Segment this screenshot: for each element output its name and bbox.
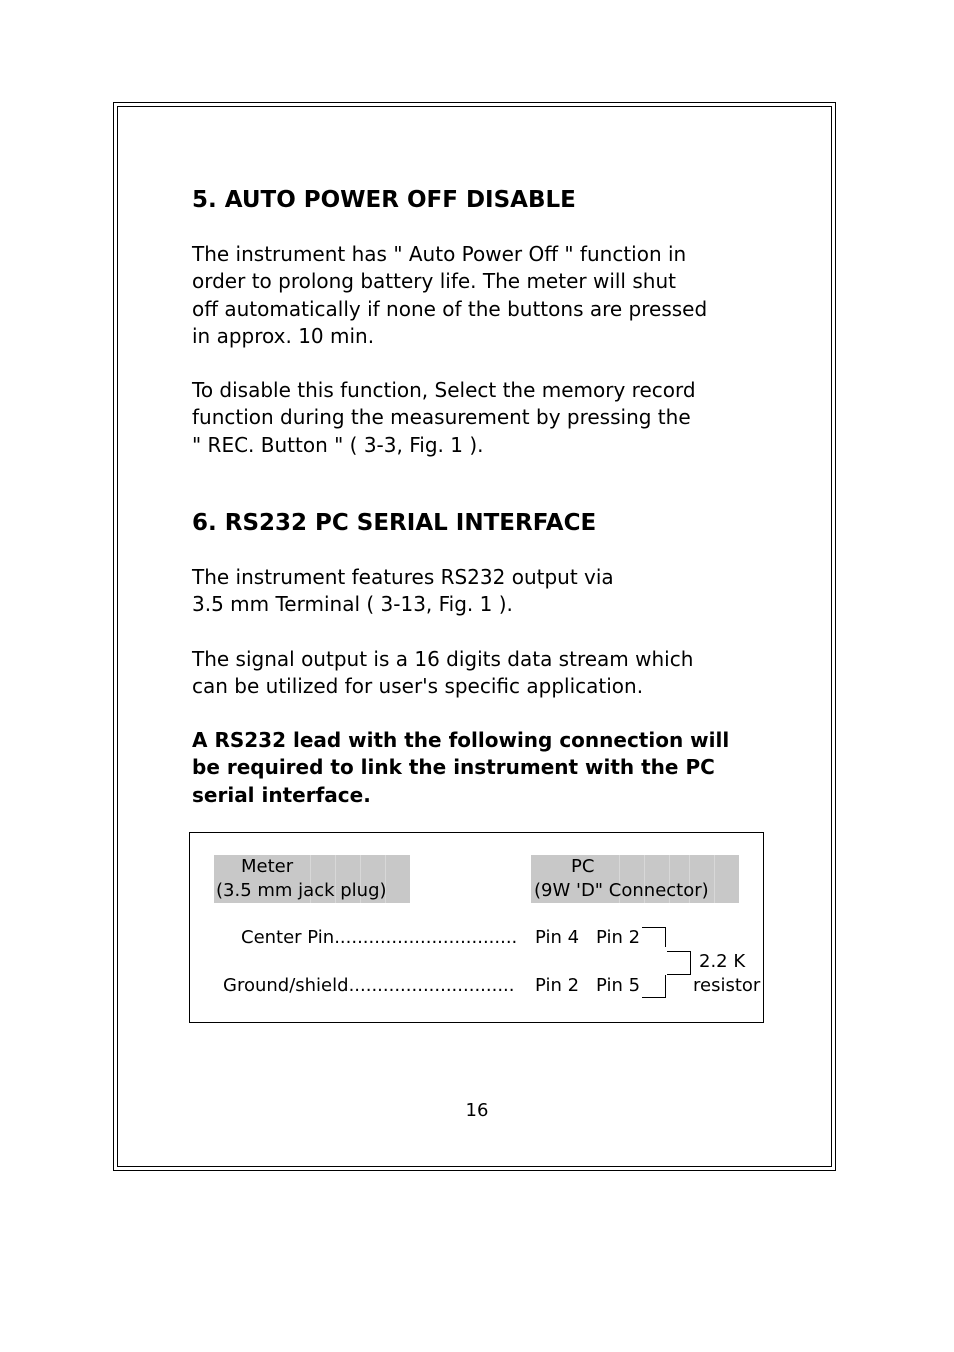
section-6-paragraph-3-bold bbox=[192, 727, 729, 809]
pc-pin-5: Pin 5 bbox=[596, 975, 641, 996]
text-line: function during the measurement by pressing the bbox=[192, 405, 691, 430]
resistor-top bbox=[667, 951, 691, 952]
meter-subtitle: (3.5 mm jack plug) bbox=[216, 880, 387, 901]
center-pin-text: Center Pin bbox=[241, 927, 335, 948]
pc-subtitle: (9W 'D" Connector) bbox=[534, 880, 709, 901]
text-line: can be utilized for user's specific application. bbox=[192, 674, 644, 699]
resistor-bottom bbox=[667, 974, 691, 975]
connection-diagram bbox=[189, 832, 764, 1023]
center-pin-label bbox=[241, 927, 517, 949]
pc-title: PC bbox=[571, 856, 595, 877]
text-line: To disable this function, Select the memory record bbox=[192, 378, 696, 402]
meter-title: Meter bbox=[241, 856, 294, 877]
leader-dots: ................................ bbox=[334, 927, 518, 948]
wire-bottom bbox=[642, 997, 666, 998]
text-line: A RS232 lead with the following connection will bbox=[192, 728, 730, 752]
text-line: be required to link the instrument with the PC bbox=[192, 755, 715, 780]
section-5-paragraph-1 bbox=[192, 241, 707, 351]
ground-shield-label bbox=[223, 975, 515, 997]
text-line: The signal output is a 16 digits data stream which bbox=[192, 647, 694, 671]
leader-dots: ............................. bbox=[348, 975, 515, 996]
text-line: off automatically if none of the buttons are pressed bbox=[192, 296, 708, 321]
resistor-label: resistor bbox=[693, 975, 761, 996]
wire-top-drop bbox=[665, 927, 666, 947]
section-6-paragraph-2 bbox=[192, 646, 693, 701]
text-line: 3.5 mm Terminal ( 3-13, Fig. 1 ). bbox=[192, 592, 513, 617]
text-line: " REC. Button " ( 3-3, Fig. 1 ). bbox=[192, 432, 484, 457]
section-6-heading: 6. RS232 PC SERIAL INTERFACE bbox=[192, 510, 597, 536]
text-line: The instrument features RS232 output via bbox=[192, 565, 614, 589]
section-5-paragraph-2 bbox=[192, 377, 696, 459]
text-line: The instrument has " Auto Power Off " function in bbox=[192, 242, 687, 266]
meter-pin-4: Pin 4 bbox=[535, 927, 580, 948]
section-6-paragraph-1 bbox=[192, 564, 614, 619]
resistor-value: 2.2 K bbox=[699, 951, 746, 972]
resistor-side bbox=[690, 951, 691, 975]
ground-shield-text: Ground/shield bbox=[223, 975, 349, 996]
page-number: 16 bbox=[465, 1100, 489, 1121]
section-5-heading: 5. AUTO POWER OFF DISABLE bbox=[192, 187, 576, 213]
wire-bottom-rise bbox=[665, 975, 666, 997]
pc-pin-2: Pin 2 bbox=[596, 927, 641, 948]
text-line: serial interface. bbox=[192, 782, 371, 807]
meter-pin-2: Pin 2 bbox=[535, 975, 580, 996]
text-line: in approx. 10 min. bbox=[192, 324, 375, 349]
text-line: order to prolong battery life. The meter will shut bbox=[192, 269, 676, 294]
wire-top bbox=[642, 927, 666, 928]
